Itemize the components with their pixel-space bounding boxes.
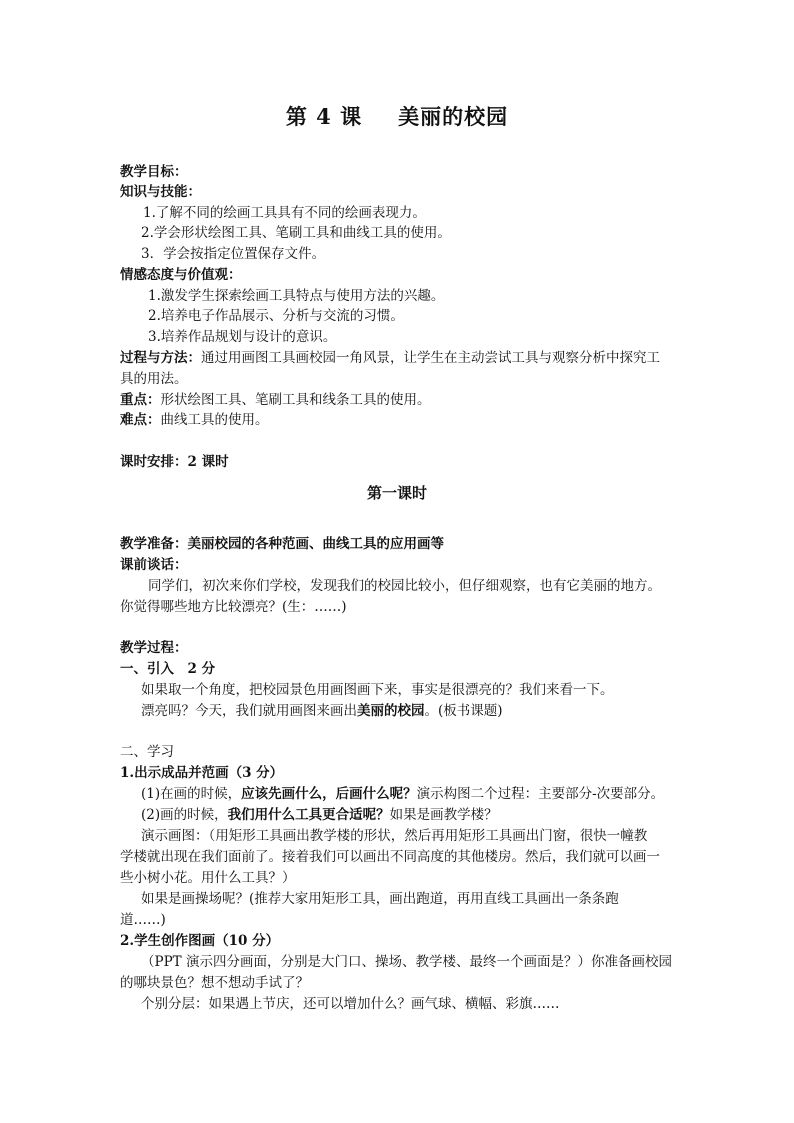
step2-heading: 2.学生创作图画（10 分） xyxy=(120,933,280,949)
playground-line-2: 道……) xyxy=(120,912,166,928)
knowledge-item-3: 3．学会按指定位置保存文件。 xyxy=(141,246,326,262)
knowledge-item-2: 2.学会形状绘图工具、笔刷工具和曲线工具的使用。 xyxy=(141,225,451,241)
demo-line-3: 些小树小花。用什么工具？） xyxy=(120,870,296,886)
emotion-item-1: 1.激发学生探索绘画工具特点与使用方法的兴趣。 xyxy=(148,288,445,304)
intro-line-2-bold: 美丽的校园 xyxy=(357,703,425,719)
demo-line-1: 演示画图：（用矩形工具画出教学楼的形状，然后再用矩形工具画出门窗，很快一幢教 xyxy=(141,828,648,844)
ppt-line-2: 的哪块景色？想不想动手试了？ xyxy=(120,975,309,991)
schedule: 课时安排：2 课时 xyxy=(120,454,229,470)
objectives-heading: 教学目标： xyxy=(120,164,188,180)
knowledge-heading: 知识与技能： xyxy=(120,184,201,200)
step1-line-1-a: (1)在画的时候， xyxy=(141,786,242,802)
emotion-heading: 情感态度与价值观： xyxy=(120,267,242,283)
lesson-name: 美丽的校园 xyxy=(398,104,509,129)
playground-line-1: 如果是画操场呢？(推荐大家用矩形工具，画出跑道，再用直线工具画出一条条跑 xyxy=(141,891,619,907)
difficulty xyxy=(120,410,680,430)
emotion-item-2: 2.培养电子作品展示、分析与交流的习惯。 xyxy=(148,308,404,324)
step1-line-2 xyxy=(141,805,701,825)
knowledge-item-1: 1.了解不同的绘画工具具有不同的绘画表现力。 xyxy=(143,205,426,221)
chat-line-1: 同学们，初次来你们学校，发现我们的校园比较小，但仔细观察，也有它美丽的地方。 xyxy=(148,578,661,594)
emotion-item-3: 3.培养作品规划与设计的意识。 xyxy=(148,329,337,345)
intro-line-2 xyxy=(141,701,701,721)
lesson-number: 第 4 课 xyxy=(285,104,363,129)
step1-line-1 xyxy=(141,784,701,804)
prep: 教学准备：美丽校园的各种范画、曲线工具的应用画等 xyxy=(120,536,444,552)
key-point-label: 重点： xyxy=(120,392,161,408)
intro-line-2-a: 漂亮吗？今天，我们就用画图来画出 xyxy=(141,703,357,719)
difficulty-label: 难点： xyxy=(120,412,161,428)
key-point xyxy=(120,390,680,410)
learn-heading: 二、学习 xyxy=(120,744,174,760)
process-method-label: 过程与方法： xyxy=(120,350,201,366)
difficulty-text: 曲线工具的使用。 xyxy=(160,412,269,428)
first-lesson-heading: 第一课时 xyxy=(366,484,427,502)
intro-line-1: 如果取一个角度，把校园景色用画图画下来，事实是很漂亮的？我们来看一下。 xyxy=(141,682,614,698)
process-method-text: 通过用画图工具画校园一角风景，让学生在主动尝试工具与观察分析中探究工 xyxy=(201,350,660,366)
intro-line-2-c: 。(板书课题) xyxy=(424,703,503,719)
step1-heading: 1.出示成品并范画（3 分） xyxy=(120,765,284,781)
extra-line-1: 个别分层：如果遇上节庆，还可以增加什么？画气球、横幅、彩旗…… xyxy=(141,996,560,1012)
process-method-cont: 具的用法。 xyxy=(120,371,188,387)
step1-line-2-a: (2)画的时候， xyxy=(141,807,228,823)
page-title xyxy=(0,102,794,132)
step1-line-1-bold: 应该先画什么，后画什么呢？ xyxy=(241,786,417,802)
key-point-text: 形状绘图工具、笔刷工具和线条工具的使用。 xyxy=(160,392,431,408)
process-heading: 教学过程： xyxy=(120,640,188,656)
process-method xyxy=(120,348,680,368)
chat-heading: 课前谈话： xyxy=(120,557,188,573)
step1-line-1-c: 演示构图二个过程：主要部分-次要部分。 xyxy=(416,786,665,802)
demo-line-2: 学楼就出现在我们面前了。接着我们可以画出不同高度的其他楼房。然后，我们就可以画一 xyxy=(120,849,660,865)
intro-heading: 一、引入 2 分 xyxy=(120,661,216,677)
step1-line-2-c: 如果是画教学楼？ xyxy=(389,807,498,823)
ppt-line-1: （PPT 演示四分画面，分别是大门口、操场、教学楼、最终一个画面是？）你准备画校园 xyxy=(141,954,672,970)
chat-line-2: 你觉得哪些地方比较漂亮？(生：……) xyxy=(120,599,347,615)
step1-line-2-bold: 我们用什么工具更合适呢？ xyxy=(227,807,390,823)
